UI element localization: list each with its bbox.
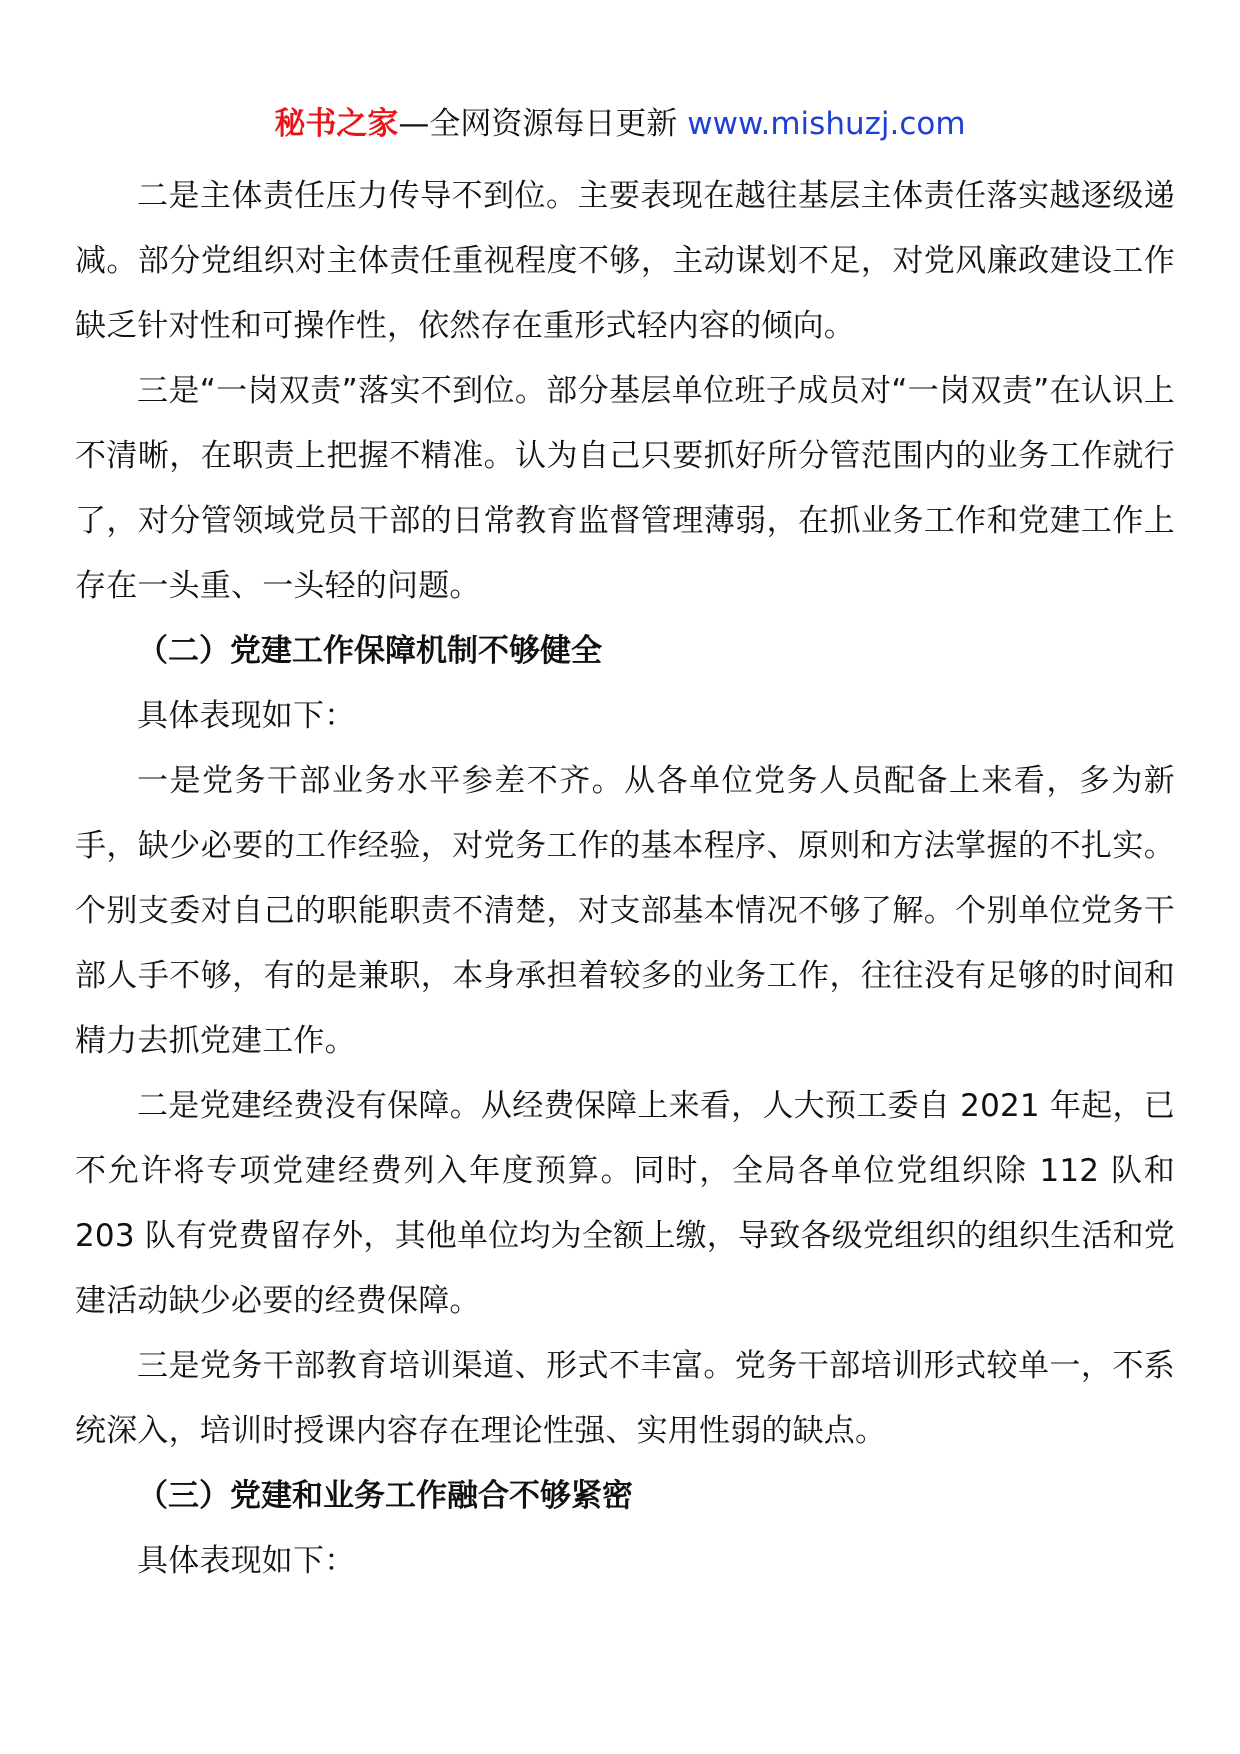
section-heading: （三）党建和业务工作融合不够紧密 (137, 1478, 633, 1514)
document-body (75, 164, 1175, 1594)
paragraph: 三是党务干部教育培训渠道、形式不丰富。党务干部培训形式较单一，不系统深入，培训时授课内容存在理论性强、实用性弱的缺点。 (75, 1348, 1175, 1449)
page-header (0, 104, 1240, 144)
paragraph: 二是主体责任压力传导不到位。主要表现在越往基层主体责任落实越逐级递减。部分党组织对主体责任重视程度不够，主动谋划不足，对党风廉政建设工作缺乏针对性和可操作性，依然存在重形式轻内容的倾向。 (75, 178, 1175, 344)
paragraph: 具体表现如下： (137, 1543, 356, 1579)
paragraph: 一是党务干部业务水平参差不齐。从各单位党务人员配备上来看，多为新手，缺少必要的工作经验，对党务工作的基本程序、原则和方法掌握的不扎实。个别支委对自己的职能职责不清楚，对支部基本情况不够了解。个别单位党务干部人手不够，有的是兼职，本身承担着较多的业务工作，往往没有足够的时间和精力去抓党建工作。 (75, 763, 1175, 1059)
paragraph: 具体表现如下： (137, 698, 356, 734)
paragraph: 二是党建经费没有保障。从经费保障上来看，人大预工委自 2021 年起，已不允许将专项党建经费列入年度预算。同时，全局各单位党组织除 112 队和 203 队有党费留存外，其他单位均为全额上缴，导致各级党组织的组织生活和党建活动缺少必要的经费保障。 (75, 1088, 1175, 1319)
brand-name: 秘书之家 (274, 106, 399, 142)
section-heading: （二）党建工作保障机制不够健全 (137, 633, 602, 669)
header-slogan: —全网资源每日更新 (398, 106, 688, 142)
website-link[interactable]: www.mishuzj.com (687, 106, 966, 142)
paragraph: 三是“一岗双责”落实不到位。部分基层单位班子成员对“一岗双责”在认识上不清晰，在职责上把握不精准。认为自己只要抓好所分管范围内的业务工作就行了，对分管领域党员干部的日常教育监督管理薄弱，在抓业务工作和党建工作上存在一头重、一头轻的问题。 (75, 373, 1175, 604)
